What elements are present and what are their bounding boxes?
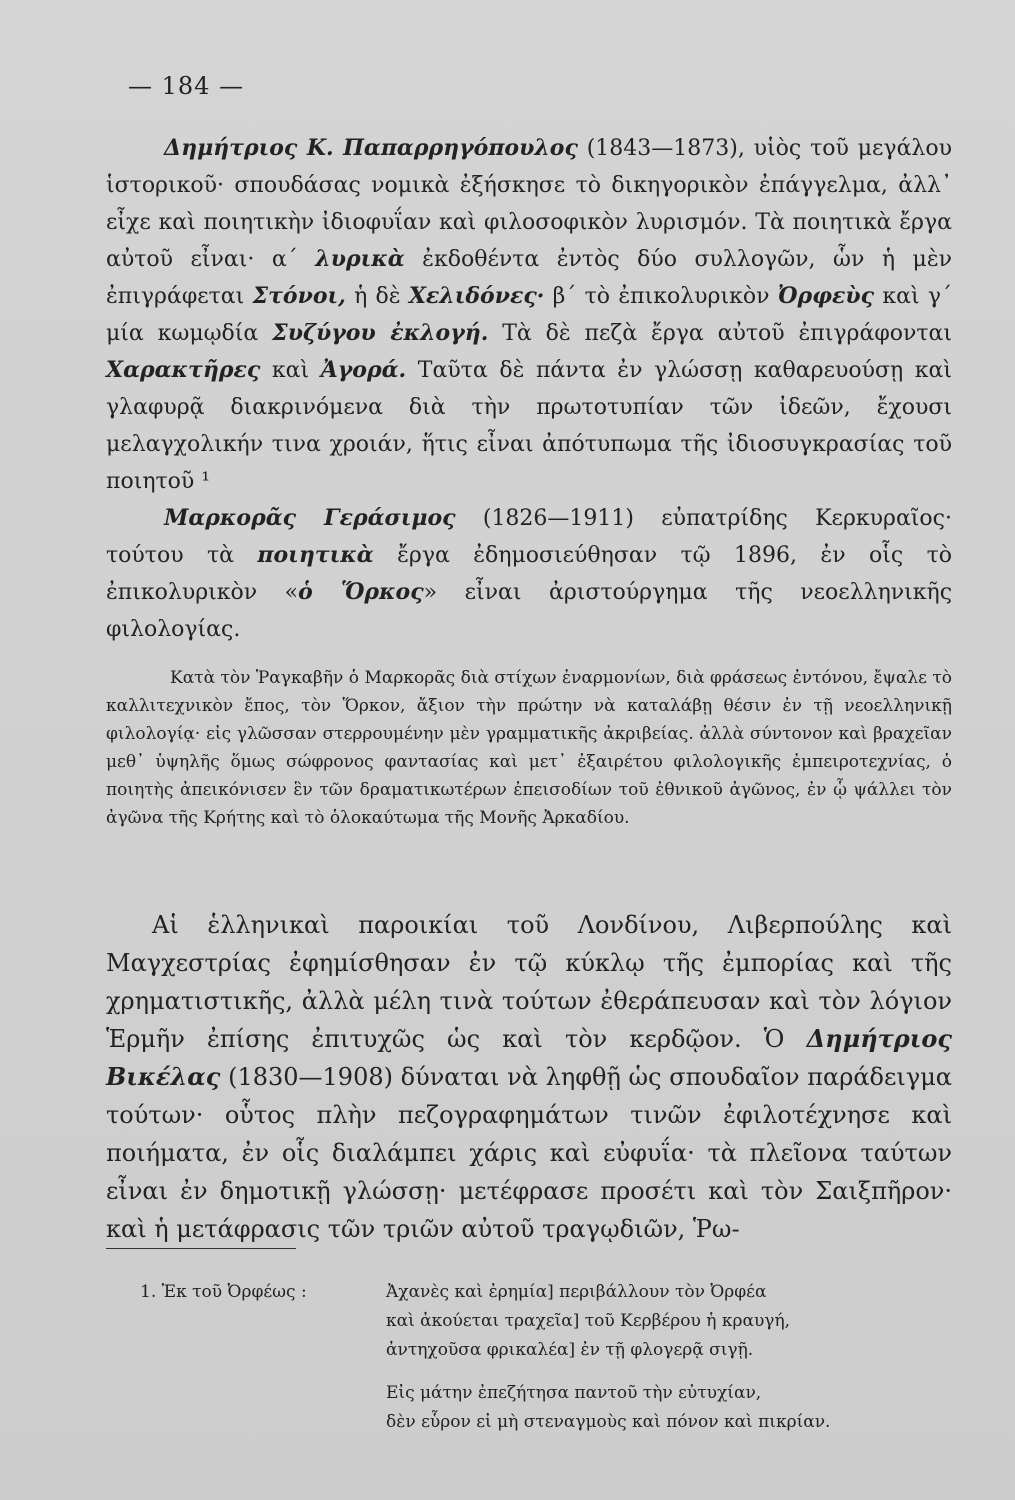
- page-number: — 184 —: [128, 72, 245, 100]
- footnote-label: 1. Ἐκ τοῦ Ὀρφέως :: [140, 1282, 307, 1302]
- main-text-bottom: [106, 906, 952, 1248]
- footnote-verses: [386, 1278, 946, 1451]
- paragraph-paparrigopoulos: Δημήτριος Κ. Παπαρρηγόπουλος (1843—1873), υἱὸς τοῦ μεγάλου ἱστορικοῦ· σπουδάσας νομικὰ ἐξήσκησε τὸ δικηγορικὸν ἐπάγγελμα, ἀλλ᾿ εἶχε καὶ ποιητικὴν ἰδιοφυΐαν καὶ φιλοσοφικὸν λυρισμόν. Τὰ ποιητικὰ ἔργα αὐτοῦ εἶναι· α΄ λυρικὰ ἐκδοθέντα ἐντὸς δύο συλλογῶν, ὧν ἡ μὲν ἐπιγράφεται Στόνοι, ἡ δὲ Χελιδόνες· β΄ τὸ ἐπικολυρικὸν Ὀρφεὺς καὶ γ΄ μία κωμῳδία Συζύγου ἐκλογή. Τὰ δὲ πεζὰ ἔργα αὐτοῦ ἐπιγράφονται Χαρακτῆρες καὶ Ἀγορά. Ταῦτα δὲ πάντα ἐν γλώσσῃ καθαρευούσῃ καὶ γλαφυρᾷ διακρινόμενα διὰ τὴν πρωτοτυπίαν τῶν ἰδεῶν, ἔχουσι μελαγχολικήν τινα χροιάν, ἥτις εἶναι ἀπότυπωμα τῆς ἰδιοσυγκρασίας τοῦ ποιητοῦ ¹: [106, 135, 952, 494]
- verse-stanza: [386, 1278, 946, 1365]
- author-name: Δημήτριος Βικέλας: [106, 1024, 952, 1091]
- footnote-reference: ¹: [201, 469, 211, 494]
- verse-line: καὶ ἀκούεται τραχεῖα] τοῦ Κερβέρου ἡ κραυγή,: [386, 1311, 791, 1331]
- paragraph-markoras: Μαρκορᾶς Γεράσιμος (1826—1911) εὐπατρίδης Κερκυραῖος· τούτου τὰ ποιητικὰ ἔργα ἐδημοσιεύθησαν τῷ 1896, ἐν οἷς τὸ ἐπικολυρικὸν «ὁ Ὅρκος» εἶναι ἀριστούργημα τῆς νεοελληνικῆς φιλολογίας.: [106, 505, 953, 642]
- author-name: Μαρκορᾶς Γεράσιμος: [164, 505, 456, 531]
- author-name: Δημήτριος Κ. Παπαρρηγόπουλος: [164, 135, 578, 161]
- quote-rangavis: Κατὰ τὸν Ῥαγκαβῆν ὁ Μαρκορᾶς διὰ στίχων ἐναρμονίων, διὰ φράσεως ἐντόνου, ἔψαλε τὸ καλλιτεχνικὸν ἔπος, τὸν Ὅρκον, ἄξιον τὴν πρώτην νὰ καταλάβῃ θέσιν ἐν τῇ νεοελληνικῇ φιλολογίᾳ· εἰς γλῶσσαν στερρουμένην μὲν γραμματικῆς ἀκριβείας. ἀλλὰ σύντονον καὶ βραχεῖαν μεθ᾿ ὑψηλῆς ὅμως σώφρονος φαντασίας καὶ μετ᾿ ἐξαιρέτου φιλολογικῆς ἐμπειροτεχνίας, ὁ ποιητὴς ἀπεικόνισεν ἓν τῶν δραματικωτέρων ἐπεισοδίων τοῦ ἐθνικοῦ ἀγῶνος, ἐν ᾧ ψάλλει τὸν ἀγῶνα τῆς Κρήτης καὶ τὸ ὁλοκαύτωμα τῆς Μονῆς Ἀρκαδίου.: [106, 668, 952, 828]
- footnote-divider: [106, 1248, 296, 1249]
- verse-stanza: [386, 1379, 946, 1437]
- paragraph-vikelas: Αἱ ἑλληνικαὶ παροικίαι τοῦ Λονδίνου, Λιβερπούλης καὶ Μαγχεστρίας ἐφημίσθησαν ἐν τῷ κύκλῳ τῆς ἐμπορίας καὶ τῆς χρηματιστικῆς, ἀλλὰ μέλη τινὰ τούτων ἐθεράπευσαν καὶ τὸν λόγιον Ἑρμῆν ἐπίσης ἐπιτυχῶς ὡς καὶ τὸν κερδῷον. Ὁ Δημήτριος Βικέλας (1830—1908) δύναται νὰ ληφθῇ ὡς σπουδαῖον παράδειγμα τούτων· οὗτος πλὴν πεζογραφημάτων τινῶν ἐφιλοτέχνησε καὶ ποιήματα, ἐν οἷς διαλάμπει χάρις καὶ εὐφυΐα· τὰ πλεῖονα ταύτων εἶναι ἐν δημοτικῇ γλώσσῃ· μετέφρασε προσέτι καὶ τὸν Σαιξπῆρον· καὶ ἡ μετάφρασις τῶν τριῶν αὐτοῦ τραγῳδιῶν, Ῥω-: [106, 911, 952, 1243]
- main-text-top: [106, 130, 952, 648]
- verse-line: Εἰς μάτην ἐπεζήτησα παντοῦ τὴν εὐτυχίαν,: [386, 1383, 762, 1403]
- verse-line: δὲν εὗρον εἰ μὴ στεναγμοὺς καὶ πόνον καὶ πικρίαν.: [386, 1412, 831, 1432]
- verse-line: ἀντηχοῦσα φρικαλέα] ἐν τῇ φλογερᾷ σιγῇ.: [386, 1340, 754, 1360]
- verse-line: Ἀχανὲς καὶ ἐρημία] περιβάλλουν τὸν Ὀρφέα: [386, 1282, 767, 1302]
